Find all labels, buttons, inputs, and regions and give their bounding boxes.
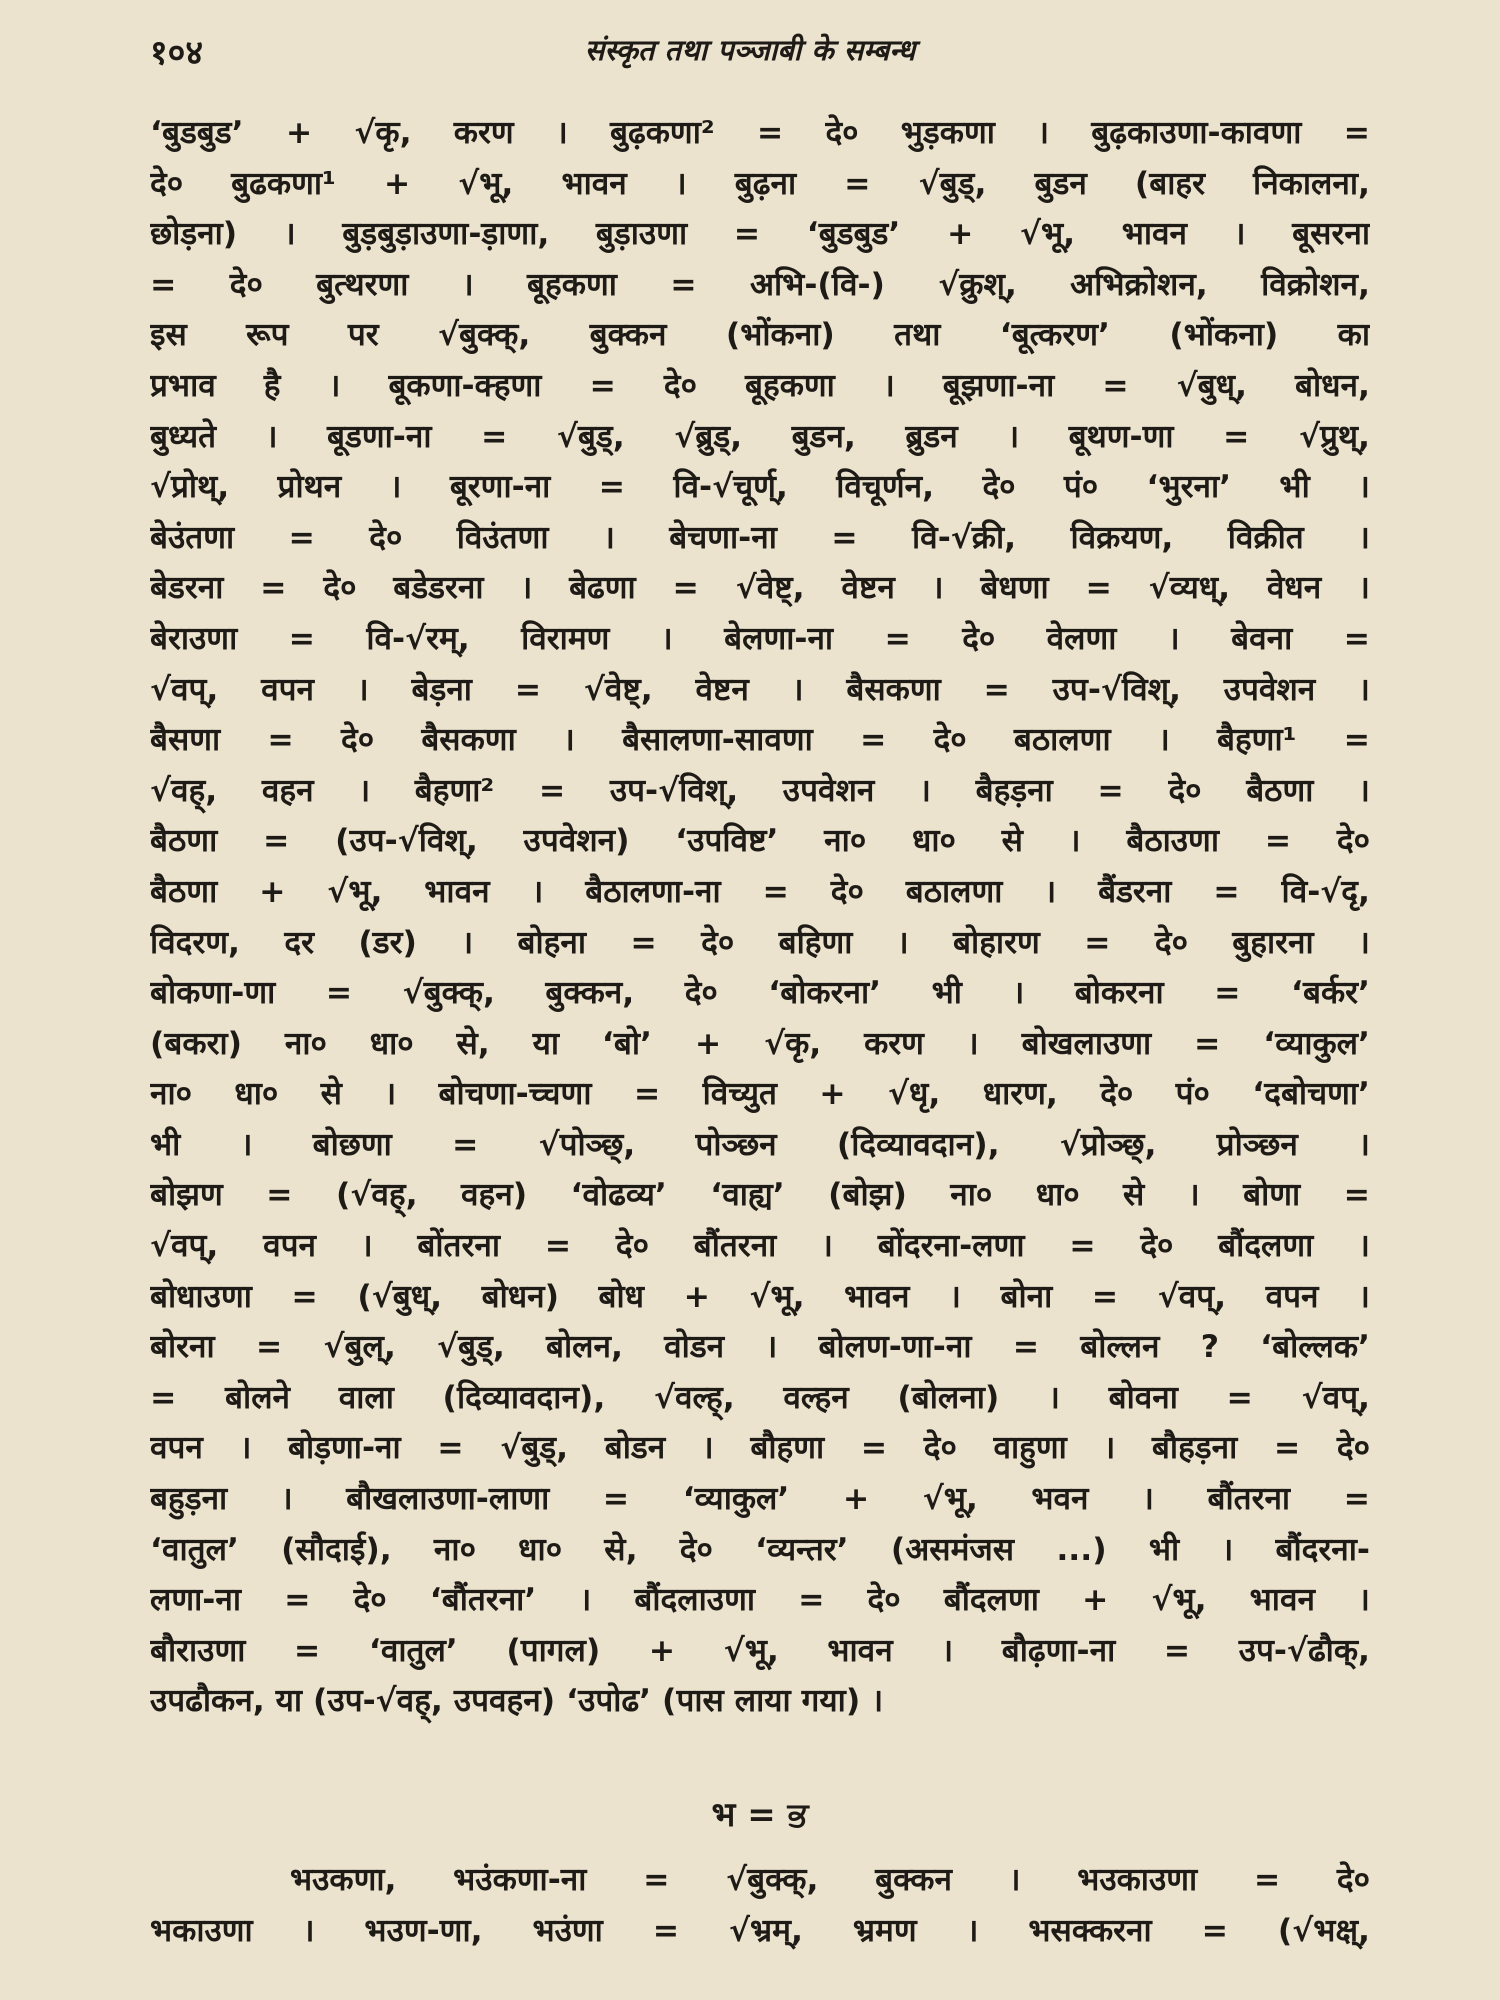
text-line: बोधाउणा = (√बुध्, बोधन) बोध + √भू, भावन । बोना = √वप्, वपन । [150,1278,1370,1315]
text-line: बैसणा = दे० बैसकणा । बैसालणा-सावणा = दे० बठालणा । बैहणा¹ = [150,722,1370,759]
text-line: भकाउणा । भउण-णा, भउंणा = √भ्रम्, भ्रमण । भसक्करना = (√भक्ष्, [150,1912,1370,1949]
text-line: दे० बुढकणा¹ + √भू, भावन । बुढ़ना = √बुड्, बुडन (बाहर निकालना, [150,165,1370,202]
text-line: = बोलने वाला (दिव्यावदान), √वल्ह्, वल्हन (बोलना) । बोवना = √वप्, [150,1379,1370,1416]
text-line: बेउंतणा = दे० विउंतणा । बेचणा-ना = वि-√क्री, विक्रयण, विक्रीत । [150,519,1370,556]
text-line: √वह्, वहन । बैहणा² = उप-√विश्, उपवेशन । बैहड़ना = दे० बैठणा । [150,772,1370,809]
text-line: √वप्, वपन । बोंतरना = दे० बौंतरना । बोंदरना-लणा = दे० बौंदलणा । [150,1228,1370,1265]
text-line: बेडरना = दे० बडेडरना । बेढणा = √वेष्ट्, वेष्टन । बेधणा = √व्यध्, वेधन । [150,570,1370,607]
text-line: लणा-ना = दे० ‘बौंतरना’ । बौंदलाउणा = दे० बौंदलणा + √भू, भावन । [150,1582,1370,1619]
page-number: १०४ [150,33,204,73]
text-line: √प्रोथ्, प्रोथन । बूरणा-ना = वि-√चूर्ण्, विचूर्णन, दे० पं० ‘भुरना’ भी । [150,469,1370,506]
body-text [150,108,1370,1727]
text-line: बैठणा = (उप-√विश्, उपवेशन) ‘उपविष्ट’ ना० धा० से । बैठाउणा = दे० [150,823,1370,860]
text-line: वपन । बोड़णा-ना = √बुड्, बोडन । बौहणा = दे० वाहुणा । बौहड़ना = दे० [150,1430,1370,1467]
section-heading: भ = ਭ [711,1795,809,1835]
text-line: भउकणा, भउंकणा-ना = √बुक्क्, बुक्कन । भउकाउणा = दे० [290,1862,1370,1898]
running-header [140,20,1360,80]
text-line: (बकरा) ना० धा० से, या ‘बो’ + √कृ, करण । बोखलाउणा = ‘व्याकुल’ [150,1025,1370,1062]
text-line: √वप्, वपन । बेड़ना = √वेष्ट्, वेष्टन । बैसकणा = उप-√विश्, उपवेशन । [150,671,1370,708]
text-line: भी । बोछणा = √पोञ्छ्, पोञ्छन (दिव्यावदान), √प्रोञ्छ्, प्रोञ्छन । [150,1126,1370,1163]
text-line: बहुड़ना । बौखलाउणा-लाणा = ‘व्याकुल’ + √भू, भवन । बौंतरना = [150,1481,1370,1518]
text-line: उपढौकन, या (उप-√वह्, उपवहन) ‘उपोढ’ (पास लाया गया) । [150,1683,884,1720]
section-text [150,1855,1370,1956]
text-line: बोकणा-णा = √बुक्क्, बुक्कन, दे० ‘बोकरना’ भी । बोकरना = ‘बर्कर’ [150,975,1370,1012]
text-line: प्रभाव है । बूकणा-क्हणा = दे० बूहकणा । बूझणा-ना = √बुध्, बोधन, [150,367,1370,404]
text-line: विदरण, दर (डर) । बोहना = दे० बहिणा । बोहारण = दे० बुहारना । [150,924,1370,961]
text-line: बेराउणा = वि-√रम्, विरामण । बेलणा-ना = दे० वेलणा । बेवना = [150,620,1370,657]
text-line: बुध्यते । बूडणा-ना = √बुड्, √ब्रुड्, बुडन, ब्रुडन । बूथण-णा = √प्रुथ्, [150,418,1370,455]
text-line: ‘वातुल’ (सौदाई), ना० धा० से, दे० ‘व्यन्तर’ (असमंजस ...) भी । बौंदरना- [150,1531,1370,1568]
text-line: इस रूप पर √बुक्क्, बुक्कन (भोंकना) तथा ‘बूत्करण’ (भोंकना) का [150,317,1370,354]
header-title: संस्कृत तथा पञ्जाबी के सम्बन्ध [584,33,916,67]
text-line: ‘बुडबुड’ + √कृ, करण । बुढ़कणा² = दे० भुड़कणा । बुढ़काउणा-कावणा = [150,115,1370,151]
text-line: छोड़ना) । बुड़बुड़ाउणा-ड़ाणा, बुड़ाउणा = ‘बुडबुड’ + √भू, भावन । बूसरना [150,216,1370,253]
text-line: ना० धा० से । बोचणा-च्चणा = विच्युत + √धृ, धारण, दे० पं० ‘दबोचणा’ [150,1076,1370,1113]
text-line: = दे० बुत्थरणा । बूहकणा = अभि-(वि-) √क्रुश्, अभिक्रोशन, विक्रोशन, [150,266,1370,303]
text-line: बैठणा + √भू, भावन । बैठालणा-ना = दे० बठालणा । बैंडरना = वि-√दृ, [150,873,1370,910]
text-line: बोरना = √बुल्, √बुड्, बोलन, वोडन । बोलण-णा-ना = बोल्लन ? ‘बोल्लक’ [150,1329,1370,1366]
text-line: बोझण = (√वह्, वहन) ‘वोढव्य’ ‘वाह्य’ (बोझ) ना० धा० से । बोणा = [150,1177,1370,1214]
text-line: बौराउणा = ‘वातुल’ (पागल) + √भू, भावन । बौढ़णा-ना = उप-√ढौक्, [150,1632,1370,1669]
